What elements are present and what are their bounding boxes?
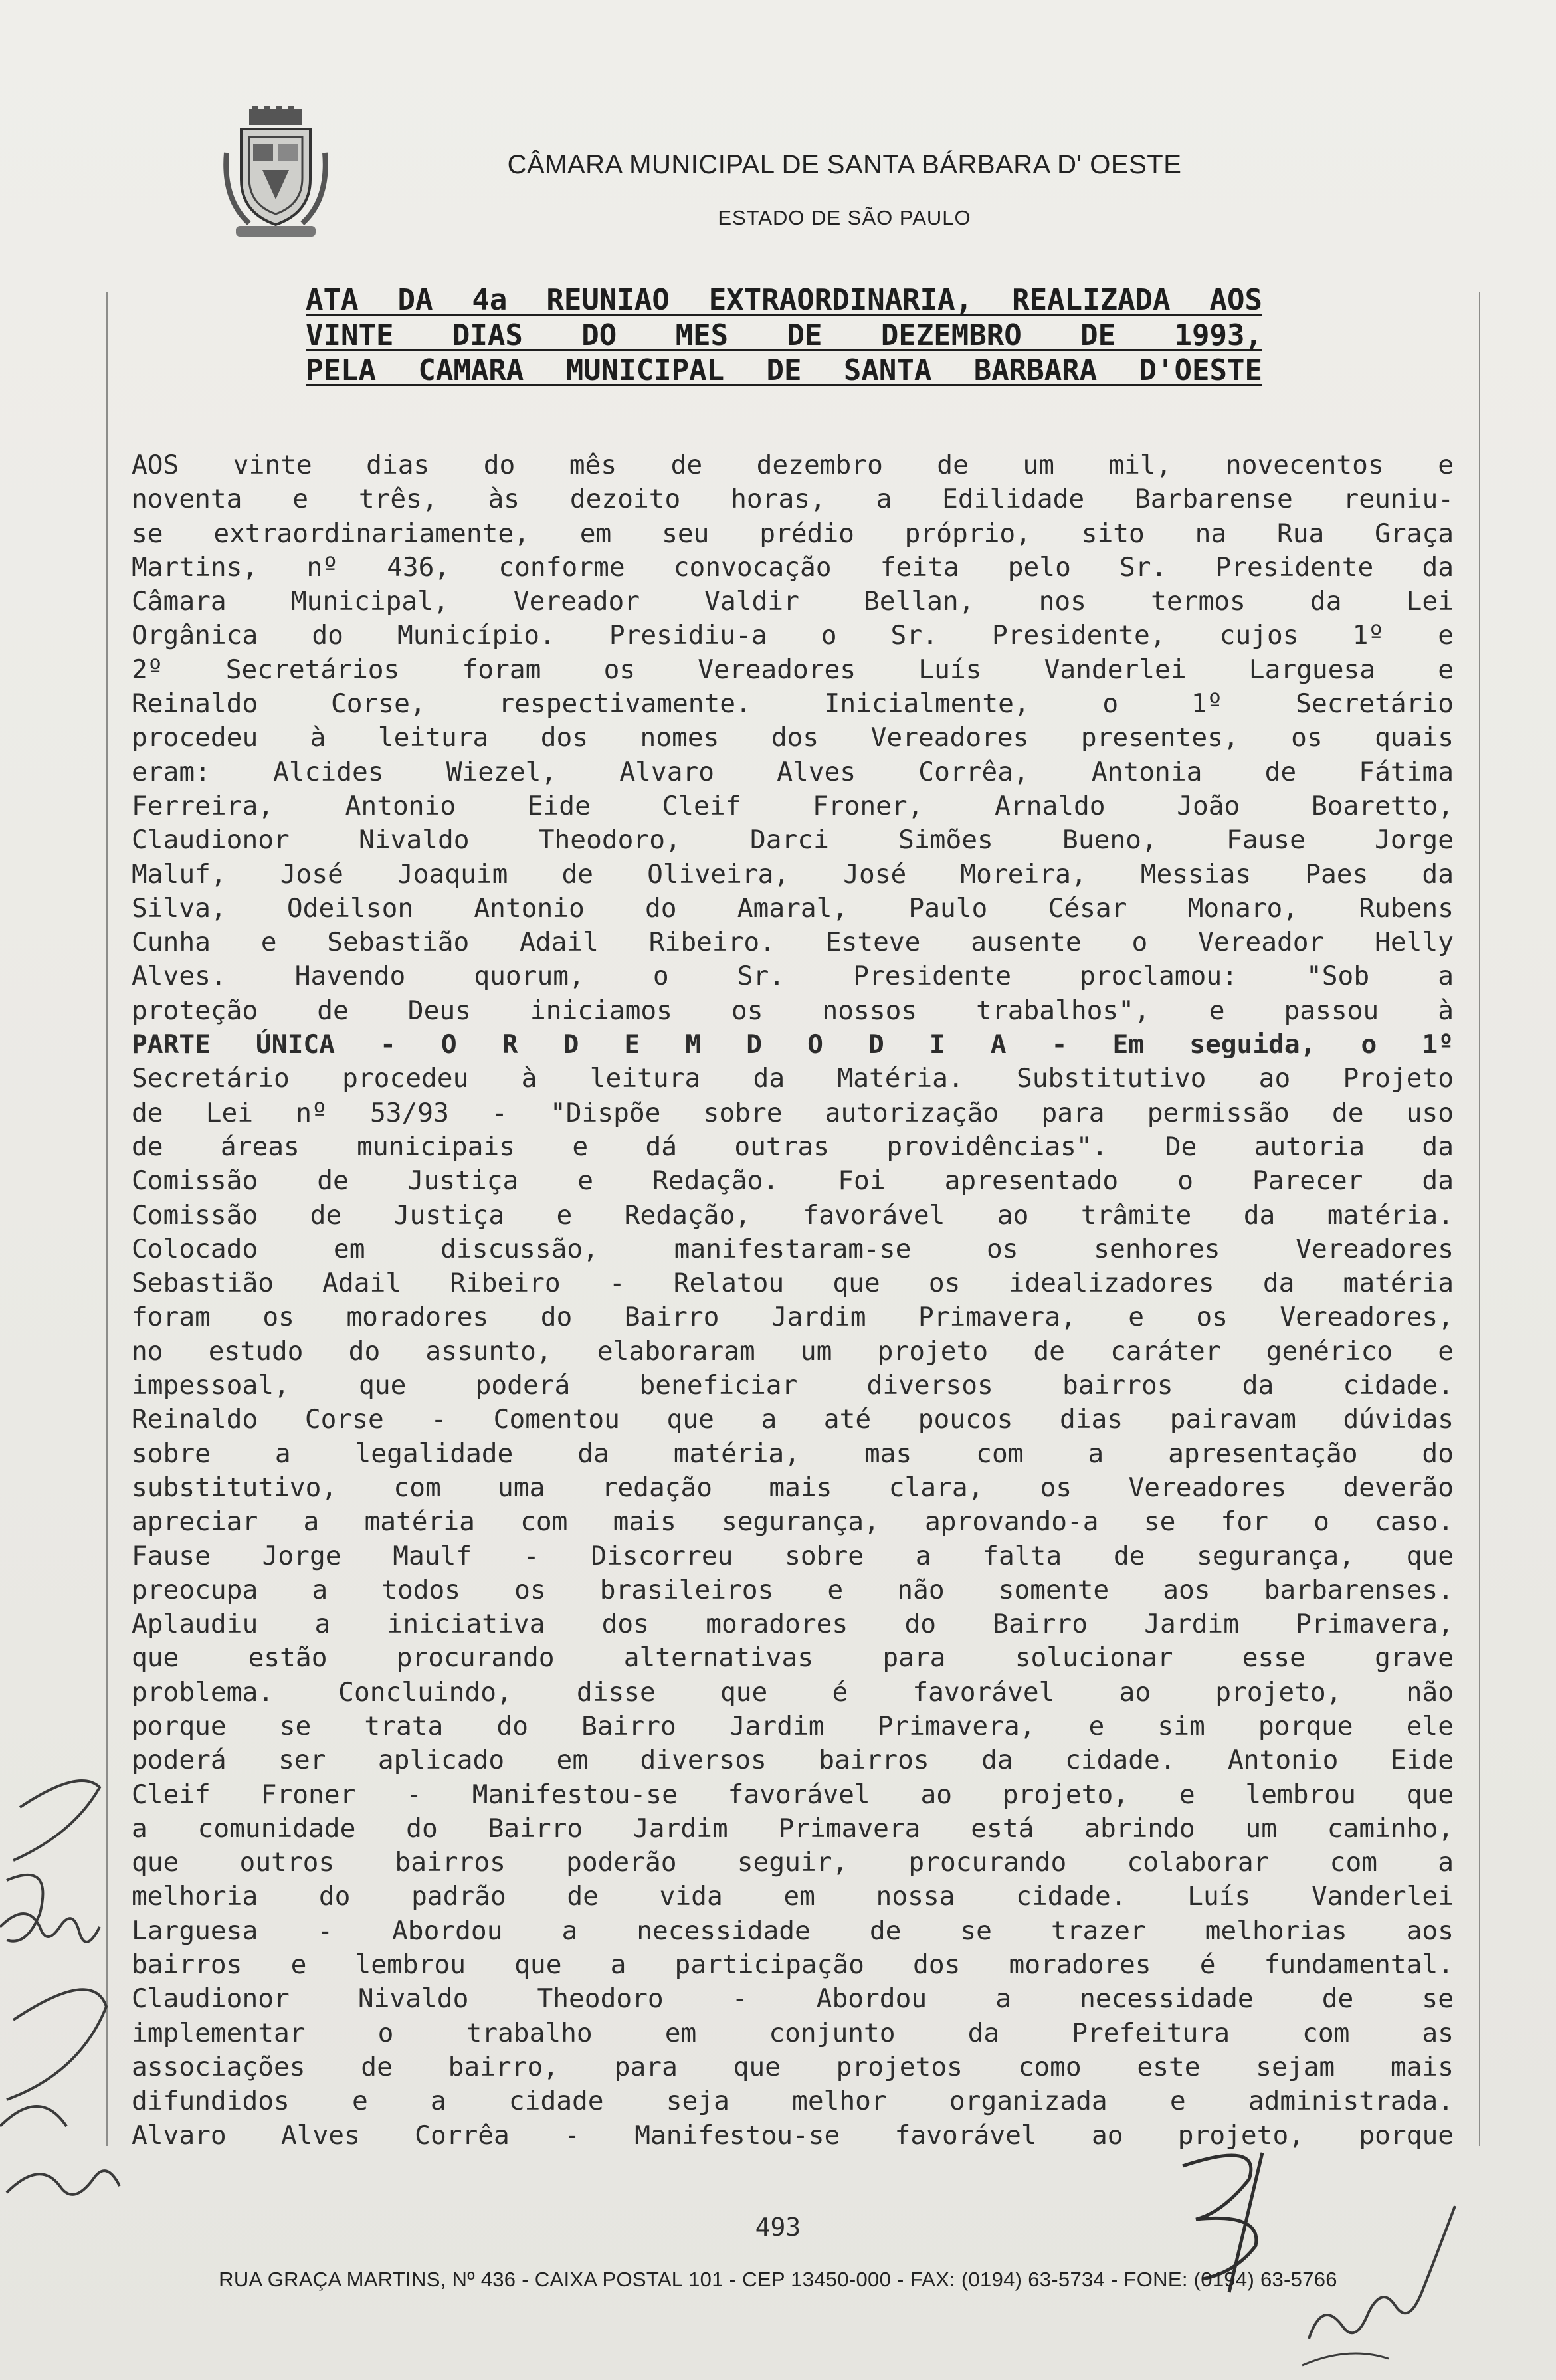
title-line: ATA DA 4a REUNIAO EXTRAORDINARIA, REALIZADA AOS (306, 283, 1262, 317)
body-line: proteção de Deus iniciamos os nossos trabalhos", e passou à (132, 995, 1454, 1026)
body-line: procedeu à leitura dos nomes dos Vereadores presentes, os quais (132, 722, 1454, 753)
body-line: a comunidade do Bairro Jardim Primavera está abrindo um caminho, (132, 1813, 1454, 1844)
body-line: que outros bairros poderão seguir, procurando colaborar com a (132, 1847, 1454, 1878)
body-line: de Lei nº 53/93 - "Dispõe sobre autorização para permissão de uso (132, 1097, 1454, 1128)
minutes-body (132, 448, 1454, 2187)
body-line: eram: Alcides Wiezel, Alvaro Alves Corrêa, Antonia de Fátima (132, 756, 1454, 787)
title-line: VINTE DIAS DO MES DE DEZEMBRO DE 1993, (306, 318, 1262, 352)
body-line: melhoria do padrão de vida em nossa cidade. Luís Vanderlei (132, 1881, 1454, 1912)
body-line: Reinaldo Corse, respectivamente. Inicialmente, o 1º Secretário (132, 688, 1454, 720)
body-line: Aplaudiu a iniciativa dos moradores do Bairro Jardim Primavera, (132, 1609, 1454, 1640)
body-line: 2º Secretários foram os Vereadores Luís Vanderlei Larguesa e (132, 654, 1454, 685)
body-line: substitutivo, com uma redação mais clara, os Vereadores deverão (132, 1472, 1454, 1503)
address-footer: RUA GRAÇA MARTINS, Nº 436 - CAIXA POSTAL 101 - CEP 13450-000 - FAX: (0194) 63-5734 - FONE: (0194) 63-5766 (219, 2268, 1337, 2291)
body-line: Fause Jorge Maulf - Discorreu sobre a falta de segurança, que (132, 1540, 1454, 1571)
body-line: Larguesa - Abordou a necessidade de se trazer melhorias aos (132, 1915, 1454, 1946)
body-line: associações de bairro, para que projetos como este sejam mais (132, 2051, 1454, 2082)
body-line: AOS vinte dias do mês de dezembro de um mil, novecentos e (132, 450, 1454, 480)
body-line: Sebastião Adail Ribeiro - Relatou que os idealizadores da matéria (132, 1268, 1454, 1299)
body-line: sobre a legalidade da matéria, mas com a apresentação do (132, 1438, 1454, 1469)
minutes-title (306, 282, 1262, 388)
body-line: no estudo do assunto, elaboraram um projeto de caráter genérico e (132, 1336, 1454, 1367)
body-line: Comissão de Justiça e Redação, favorável ao trâmite da matéria. (132, 1199, 1454, 1231)
agenda-heading-line: PARTE ÚNICA - O R D E M D O D I A - Em seguida, o 1º (132, 1029, 1454, 1060)
body-line: Comissão de Justiça e Redação. Foi apresentado o Parecer da (132, 1165, 1454, 1197)
body-line: implementar o trabalho em conjunto da Prefeitura com as (132, 2017, 1454, 2048)
body-line: Ferreira, Antonio Eide Cleif Froner, Arnaldo João Boaretto, (132, 790, 1454, 821)
body-line: porque se trata do Bairro Jardim Primavera, e sim porque ele (132, 1710, 1454, 1741)
body-line: Orgânica do Município. Presidiu-a o Sr. Presidente, cujos 1º e (132, 620, 1454, 651)
body-line: Reinaldo Corse - Comentou que a até poucos dias pairavam dúvidas (132, 1404, 1454, 1435)
body-line: problema. Concluindo, disse que é favorável ao projeto, não (132, 1676, 1454, 1708)
body-line: impessoal, que poderá beneficiar diversos bairros da cidade. (132, 1370, 1454, 1401)
body-line: Cleif Froner - Manifestou-se favorável ao projeto, e lembrou que (132, 1779, 1454, 1810)
body-line: Alves. Havendo quorum, o Sr. Presidente proclamou: "Sob a (132, 961, 1454, 992)
body-line: de áreas municipais e dá outras providências". De autoria da (132, 1131, 1454, 1162)
body-line: apreciar a matéria com mais segurança, aprovando-a se for o caso. (132, 1506, 1454, 1537)
title-line: PELA CAMARA MUNICIPAL DE SANTA BARBARA D'OESTE (306, 353, 1262, 387)
body-line: Câmara Municipal, Vereador Valdir Bellan, nos termos da Lei (132, 586, 1454, 617)
body-line: se extraordinariamente, em seu prédio próprio, sito na Rua Graça (132, 518, 1454, 549)
body-line: Claudionor Nivaldo Theodoro, Darci Simões Bueno, Fause Jorge (132, 825, 1454, 856)
body-line: difundidos e a cidade seja melhor organizada e administrada. (132, 2086, 1454, 2117)
body-line: Colocado em discussão, manifestaram-se os senhores Vereadores (132, 1233, 1454, 1264)
body-line: foram os moradores do Bairro Jardim Primavera, e os Vereadores, (132, 1302, 1454, 1333)
body-line: Alvaro Alves Corrêa - Manifestou-se favorável ao projeto, porque (132, 2120, 1454, 2151)
body-line: Martins, nº 436, conforme convocação feita pelo Sr. Presidente da (132, 551, 1454, 583)
page-number: 493 (755, 2213, 801, 2242)
body-line: preocupa a todos os brasileiros e não somente aos barbarenses. (132, 1574, 1454, 1605)
left-margin-signature-icon (0, 1728, 133, 2272)
right-margin-line (1479, 292, 1480, 2146)
body-line: Claudionor Nivaldo Theodoro - Abordou a necessidade de se (132, 1983, 1454, 2015)
body-line: noventa e três, às dezoito horas, a Edilidade Barbarense reuniu- (132, 484, 1454, 515)
body-line: Secretário procedeu à leitura da Matéria. Substitutivo ao Projeto (132, 1063, 1454, 1094)
body-line: Cunha e Sebastião Adail Ribeiro. Esteve ausente o Vereador Helly (132, 927, 1454, 958)
body-line: Silva, Odeilson Antonio do Amaral, Paulo César Monaro, Rubens (132, 892, 1454, 924)
body-line: poderá ser aplicado em diversos bairros da cidade. Antonio Eide (132, 1745, 1454, 1776)
body-line: que estão procurando alternativas para solucionar esse grave (132, 1642, 1454, 1674)
state-name: ESTADO DE SÃO PAULO (718, 206, 971, 229)
body-line: bairros e lembrou que a participação dos moradores é fundamental. (132, 1949, 1454, 1981)
body-line: Maluf, José Joaquim de Oliveira, José Moreira, Messias Paes da (132, 858, 1454, 890)
institution-name: CÂMARA MUNICIPAL DE SANTA BÁRBARA D' OESTE (507, 150, 1182, 179)
